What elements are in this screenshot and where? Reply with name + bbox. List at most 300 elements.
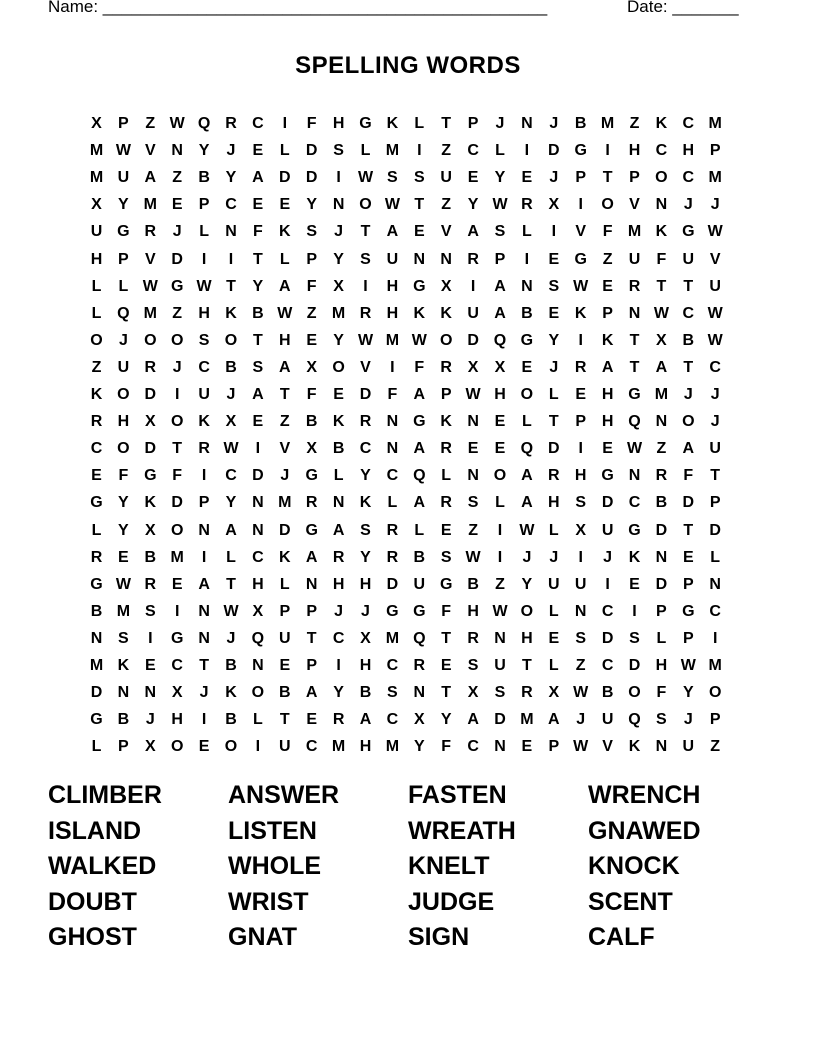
grid-letter: C xyxy=(252,115,264,132)
spelling-word: KNELT xyxy=(408,852,490,880)
grid-letter: I xyxy=(605,142,610,160)
grid-letter: T xyxy=(279,386,290,403)
grid-letter: G xyxy=(682,602,695,620)
grid-letter: Z xyxy=(710,738,721,756)
grid-letter: J xyxy=(495,115,505,132)
grid-letter: V xyxy=(144,142,156,160)
grid-letter: E xyxy=(171,196,183,214)
grid-letter: E xyxy=(252,413,264,431)
grid-letter: U xyxy=(601,711,614,729)
grid-letter: T xyxy=(172,440,183,458)
grid-letter: V xyxy=(144,250,156,268)
grid-letter: U xyxy=(90,223,103,241)
grid-letter: U xyxy=(709,277,721,295)
grid-letter: V xyxy=(602,738,613,756)
grid-letter: M xyxy=(89,142,104,160)
grid-letter: D xyxy=(709,521,721,539)
grid-letter: W xyxy=(573,684,589,702)
grid-letter: C xyxy=(90,440,103,458)
grid-letter: Z xyxy=(441,196,452,214)
grid-letter: W xyxy=(277,304,293,322)
grid-letter: B xyxy=(90,602,103,620)
grid-letter: Q xyxy=(628,711,641,729)
grid-letter: S xyxy=(629,629,640,647)
grid-letter: C xyxy=(682,115,695,132)
grid-letter: O xyxy=(520,386,534,403)
grid-letter: Z xyxy=(279,413,290,431)
grid-letter: H xyxy=(198,304,210,322)
grid-letter: A xyxy=(521,467,533,485)
grid-letter: J xyxy=(576,711,586,729)
grid-letter: Z xyxy=(468,521,478,539)
grid-letter: I xyxy=(497,521,503,539)
grid-letter: B xyxy=(305,413,318,431)
grid-letter: R xyxy=(198,440,210,458)
grid-letter: V xyxy=(440,223,452,241)
grid-letter: H xyxy=(332,115,345,132)
grid-letter: R xyxy=(467,629,479,647)
grid-letter: E xyxy=(682,548,694,566)
grid-letter: W xyxy=(142,277,158,295)
grid-letter: C xyxy=(225,467,237,485)
grid-letter: H xyxy=(601,413,614,431)
grid-letter: P xyxy=(682,629,694,647)
grid-letter: L xyxy=(548,386,559,403)
grid-letter: A xyxy=(225,521,237,539)
grid-letter: Z xyxy=(575,657,586,674)
grid-letter: B xyxy=(413,548,426,566)
grid-letter: M xyxy=(385,331,400,349)
grid-letter: E xyxy=(144,657,156,674)
grid-letter: H xyxy=(359,738,372,756)
grid-letter: N xyxy=(521,277,533,295)
date-field: Date: _______ xyxy=(627,0,739,16)
grid-letter: M xyxy=(385,142,400,160)
grid-letter: L xyxy=(548,657,559,674)
grid-letter: S xyxy=(494,223,506,241)
spelling-word: CALF xyxy=(588,923,655,951)
grid-letter: D xyxy=(171,250,183,268)
grid-letter: A xyxy=(413,494,426,512)
grid-letter: P xyxy=(656,602,667,620)
grid-letter: O xyxy=(170,331,184,349)
grid-letter: C xyxy=(332,629,345,647)
grid-letter: J xyxy=(549,358,559,376)
grid-letter: X xyxy=(467,684,479,702)
grid-letter: O xyxy=(628,684,641,702)
grid-letter: B xyxy=(144,548,157,566)
grid-letter: J xyxy=(361,602,370,620)
grid-letter: R xyxy=(655,467,668,485)
grid-letter: L xyxy=(495,494,505,512)
grid-letter: Z xyxy=(145,115,156,132)
grid-letter: E xyxy=(521,358,533,376)
grid-letter: U xyxy=(601,521,614,539)
grid-letter: G xyxy=(90,575,103,593)
header xyxy=(48,0,748,19)
grid-letter: J xyxy=(710,196,720,214)
grid-letter: T xyxy=(656,277,667,295)
grid-letter: S xyxy=(360,250,371,268)
grid-letter: P xyxy=(306,602,318,620)
grid-letter: T xyxy=(226,277,236,295)
grid-letter: D xyxy=(144,440,157,458)
grid-letter: E xyxy=(413,223,425,241)
grid-letter: F xyxy=(172,467,183,485)
grid-letter: X xyxy=(306,440,318,458)
grid-letter: K xyxy=(601,331,614,349)
grid-letter: W xyxy=(465,548,481,566)
grid-letter: X xyxy=(494,358,506,376)
grid-letter: C xyxy=(709,602,721,620)
grid-letter: N xyxy=(198,602,210,620)
grid-letter: I xyxy=(363,277,368,295)
grid-letter: W xyxy=(492,602,508,620)
grid-letter: B xyxy=(521,304,533,322)
grid-letter: L xyxy=(710,548,721,566)
grid-letter: M xyxy=(385,738,400,756)
grid-letter: J xyxy=(226,142,236,160)
grid-letter: Y xyxy=(225,494,237,512)
grid-letter: Y xyxy=(252,277,264,295)
grid-letter: J xyxy=(603,548,613,566)
grid-letter: K xyxy=(386,115,399,132)
grid-letter: I xyxy=(336,657,341,674)
grid-letter: K xyxy=(655,115,668,132)
grid-letter: M xyxy=(116,602,131,620)
grid-letter: C xyxy=(386,657,399,674)
grid-letter: Y xyxy=(360,467,371,485)
grid-letter: I xyxy=(632,602,637,620)
grid-letter: M xyxy=(520,711,534,729)
grid-letter: O xyxy=(493,467,507,485)
grid-letter: I xyxy=(470,277,476,295)
grid-letter: K xyxy=(225,684,237,702)
grid-letter: K xyxy=(440,304,452,322)
grid-letter: X xyxy=(144,738,156,756)
grid-letter: V xyxy=(709,250,721,268)
grid-letter: W xyxy=(169,115,185,132)
grid-letter: G xyxy=(117,223,130,241)
grid-letter: E xyxy=(91,467,102,485)
grid-letter: N xyxy=(198,629,210,647)
grid-letter: E xyxy=(548,250,560,268)
grid-letter: R xyxy=(359,304,372,322)
grid-letter: K xyxy=(90,386,103,403)
grid-letter: B xyxy=(279,684,291,702)
spelling-word: CLIMBER xyxy=(48,781,162,809)
grid-letter: W xyxy=(573,277,589,295)
grid-letter: I xyxy=(228,250,234,268)
grid-letter: H xyxy=(628,142,641,160)
grid-letter: C xyxy=(386,711,399,729)
grid-letter: E xyxy=(252,142,264,160)
grid-letter: W xyxy=(519,521,535,539)
grid-letter: G xyxy=(305,521,318,539)
grid-letter: W xyxy=(465,386,481,403)
grid-letter: L xyxy=(441,467,452,485)
grid-letter: C xyxy=(386,467,399,485)
grid-letter: R xyxy=(144,358,157,376)
grid-letter: L xyxy=(279,575,290,593)
grid-letter: N xyxy=(494,629,506,647)
grid-letter: R xyxy=(574,358,587,376)
grid-letter: K xyxy=(628,738,641,756)
grid-letter: I xyxy=(578,196,583,214)
grid-letter: P xyxy=(279,602,291,620)
grid-letter: G xyxy=(359,115,372,132)
grid-letter: V xyxy=(279,440,291,458)
grid-letter: Z xyxy=(306,304,317,322)
grid-letter: G xyxy=(520,331,534,349)
grid-letter: I xyxy=(551,223,557,241)
grid-letter: T xyxy=(279,711,290,729)
grid-letter: S xyxy=(548,277,560,295)
grid-letter: N xyxy=(332,494,345,512)
grid-letter: S xyxy=(144,602,156,620)
grid-letter: V xyxy=(629,196,640,214)
grid-letter: W xyxy=(411,331,427,349)
grid-letter: D xyxy=(90,684,103,702)
spelling-word: DOUBT xyxy=(48,887,137,916)
grid-letter: I xyxy=(712,629,718,647)
grid-letter: X xyxy=(252,602,264,620)
grid-letter: E xyxy=(198,738,210,756)
grid-letter: X xyxy=(440,277,452,295)
grid-letter: K xyxy=(332,413,345,431)
grid-letter: P xyxy=(306,250,318,268)
grid-letter: Q xyxy=(413,467,426,485)
grid-letter: H xyxy=(467,602,479,620)
grid-letter: N xyxy=(574,602,587,620)
grid-letter: S xyxy=(467,657,479,674)
grid-letter: G xyxy=(439,575,453,593)
grid-letter: D xyxy=(305,169,318,187)
grid-letter: N xyxy=(655,738,668,756)
grid-letter: Q xyxy=(520,440,534,458)
grid-letter: W xyxy=(357,169,374,187)
grid-letter: V xyxy=(360,358,371,376)
grid-letter: U xyxy=(467,304,479,322)
grid-letter: A xyxy=(467,223,479,241)
grid-letter: F xyxy=(602,223,613,241)
grid-letter: Z xyxy=(602,250,613,268)
grid-letter: B xyxy=(359,684,372,702)
grid-letter: D xyxy=(548,440,560,458)
grid-letter: A xyxy=(548,711,560,729)
grid-letter: N xyxy=(628,304,641,322)
grid-letter: D xyxy=(548,142,560,160)
spelling-word: SIGN xyxy=(408,923,470,951)
grid-letter: D xyxy=(467,331,479,349)
grid-letter: L xyxy=(522,413,532,431)
grid-letter: U xyxy=(709,440,721,458)
grid-letter: P xyxy=(575,169,587,187)
grid-letter: N xyxy=(252,521,264,539)
grid-letter: T xyxy=(441,115,452,132)
grid-letter: T xyxy=(414,196,425,214)
grid-letter: J xyxy=(710,386,720,403)
grid-letter: S xyxy=(656,711,667,729)
grid-letter: C xyxy=(359,440,372,458)
grid-letter: J xyxy=(226,386,236,403)
grid-letter: M xyxy=(627,223,642,241)
grid-letter: U xyxy=(682,738,695,756)
grid-letter: N xyxy=(709,575,721,593)
grid-letter: E xyxy=(548,629,560,647)
grid-letter: I xyxy=(201,250,207,268)
grid-letter: P xyxy=(709,494,721,512)
grid-letter: L xyxy=(226,548,236,566)
grid-letter: R xyxy=(440,494,452,512)
grid-letter: O xyxy=(359,196,372,214)
grid-letter: T xyxy=(683,521,694,539)
grid-letter: D xyxy=(386,575,399,593)
grid-letter: I xyxy=(497,548,503,566)
grid-letter: I xyxy=(201,467,207,485)
spelling-word: WRENCH xyxy=(588,781,701,809)
grid-letter: P xyxy=(118,738,129,756)
spelling-word: KNOCK xyxy=(588,852,680,880)
grid-letter: U xyxy=(440,169,452,187)
grid-letter: X xyxy=(306,358,318,376)
grid-letter: O xyxy=(117,386,130,403)
spelling-word: LISTEN xyxy=(228,816,317,845)
grid-letter: D xyxy=(601,629,614,647)
grid-letter: W xyxy=(223,602,239,620)
grid-letter: B xyxy=(198,169,210,187)
grid-letter: J xyxy=(683,711,693,729)
grid-letter: Q xyxy=(413,629,426,647)
grid-letter: A xyxy=(494,304,506,322)
grid-letter: E xyxy=(440,521,452,539)
grid-letter: E xyxy=(171,575,183,593)
grid-letter: H xyxy=(601,386,614,403)
grid-letter: U xyxy=(279,738,291,756)
grid-letter: R xyxy=(386,548,399,566)
grid-letter: N xyxy=(521,115,533,132)
grid-letter: J xyxy=(710,413,720,431)
grid-letter: F xyxy=(253,223,263,241)
grid-letter: X xyxy=(548,196,560,214)
grid-letter: C xyxy=(601,657,614,674)
grid-letter: B xyxy=(467,575,479,593)
grid-letter: S xyxy=(494,684,506,702)
grid-letter: L xyxy=(253,711,263,729)
grid-letter: E xyxy=(521,169,533,187)
grid-letter: E xyxy=(494,440,506,458)
grid-letter: O xyxy=(117,440,130,458)
grid-letter: A xyxy=(198,575,210,593)
grid-letter: Y xyxy=(333,331,344,349)
grid-letter: A xyxy=(252,386,264,403)
grid-letter: G xyxy=(413,602,426,620)
grid-letter: D xyxy=(601,494,614,512)
spelling-word: JUDGE xyxy=(408,887,495,916)
grid-letter: X xyxy=(144,521,156,539)
grid-letter: A xyxy=(305,548,318,566)
grid-letter: E xyxy=(467,440,479,458)
grid-letter: W xyxy=(626,440,643,458)
grid-letter: Y xyxy=(467,196,479,214)
grid-letter: P xyxy=(602,304,613,322)
grid-letter: H xyxy=(494,386,506,403)
grid-letter: X xyxy=(575,521,587,539)
grid-letter: E xyxy=(252,196,264,214)
grid-letter: L xyxy=(91,738,102,756)
grid-letter: T xyxy=(710,467,721,485)
grid-letter: R xyxy=(90,413,103,431)
grid-letter: I xyxy=(255,738,261,756)
grid-letter: L xyxy=(548,602,559,620)
grid-letter: P xyxy=(682,575,694,593)
grid-letter: F xyxy=(683,467,694,485)
grid-letter: L xyxy=(360,142,371,160)
grid-letter: O xyxy=(224,738,238,756)
grid-letter: N xyxy=(117,684,130,702)
grid-letter: M xyxy=(331,304,346,322)
grid-letter: I xyxy=(201,711,207,729)
grid-letter: S xyxy=(575,494,587,512)
grid-letter: B xyxy=(225,711,237,729)
grid-letter: X xyxy=(91,196,102,214)
grid-letter: E xyxy=(306,331,318,349)
grid-letter: H xyxy=(332,575,345,593)
grid-letter: D xyxy=(305,142,318,160)
grid-letter: T xyxy=(683,277,694,295)
grid-letter: L xyxy=(522,223,532,241)
grid-letter: W xyxy=(196,277,212,295)
grid-letter: N xyxy=(655,548,668,566)
grid-letter: F xyxy=(306,277,317,295)
grid-letter: C xyxy=(682,169,695,187)
grid-letter: N xyxy=(628,467,641,485)
grid-letter: P xyxy=(709,711,721,729)
grid-letter: I xyxy=(417,142,422,160)
grid-letter: O xyxy=(682,413,695,431)
grid-letter: X xyxy=(333,277,344,295)
grid-letter: S xyxy=(198,331,210,349)
grid-letter: G xyxy=(413,277,426,295)
grid-letter: S xyxy=(333,142,344,160)
grid-letter: G xyxy=(574,250,587,268)
grid-letter: M xyxy=(708,657,722,674)
grid-letter: M xyxy=(143,196,157,214)
grid-letter: Z xyxy=(91,358,102,376)
grid-letter: N xyxy=(413,684,426,702)
grid-letter: W xyxy=(492,196,508,214)
grid-letter: Y xyxy=(225,169,237,187)
grid-letter: N xyxy=(413,250,426,268)
grid-letter: D xyxy=(279,169,291,187)
grid-letter: A xyxy=(682,440,695,458)
grid-letter: N xyxy=(225,223,237,241)
grid-letter: P xyxy=(198,196,210,214)
grid-letter: M xyxy=(708,115,722,132)
spelling-word: GNAT xyxy=(228,923,297,951)
grid-letter: P xyxy=(467,115,479,132)
grid-letter: H xyxy=(521,629,533,647)
spelling-word: WALKED xyxy=(48,852,157,880)
grid-letter: B xyxy=(252,304,264,322)
grid-letter: M xyxy=(89,169,104,187)
grid-letter: C xyxy=(682,304,695,322)
grid-letter: H xyxy=(548,494,560,512)
grid-letter: C xyxy=(305,738,318,756)
grid-letter: Y xyxy=(440,711,452,729)
grid-letter: I xyxy=(578,440,583,458)
grid-letter: R xyxy=(225,115,237,132)
